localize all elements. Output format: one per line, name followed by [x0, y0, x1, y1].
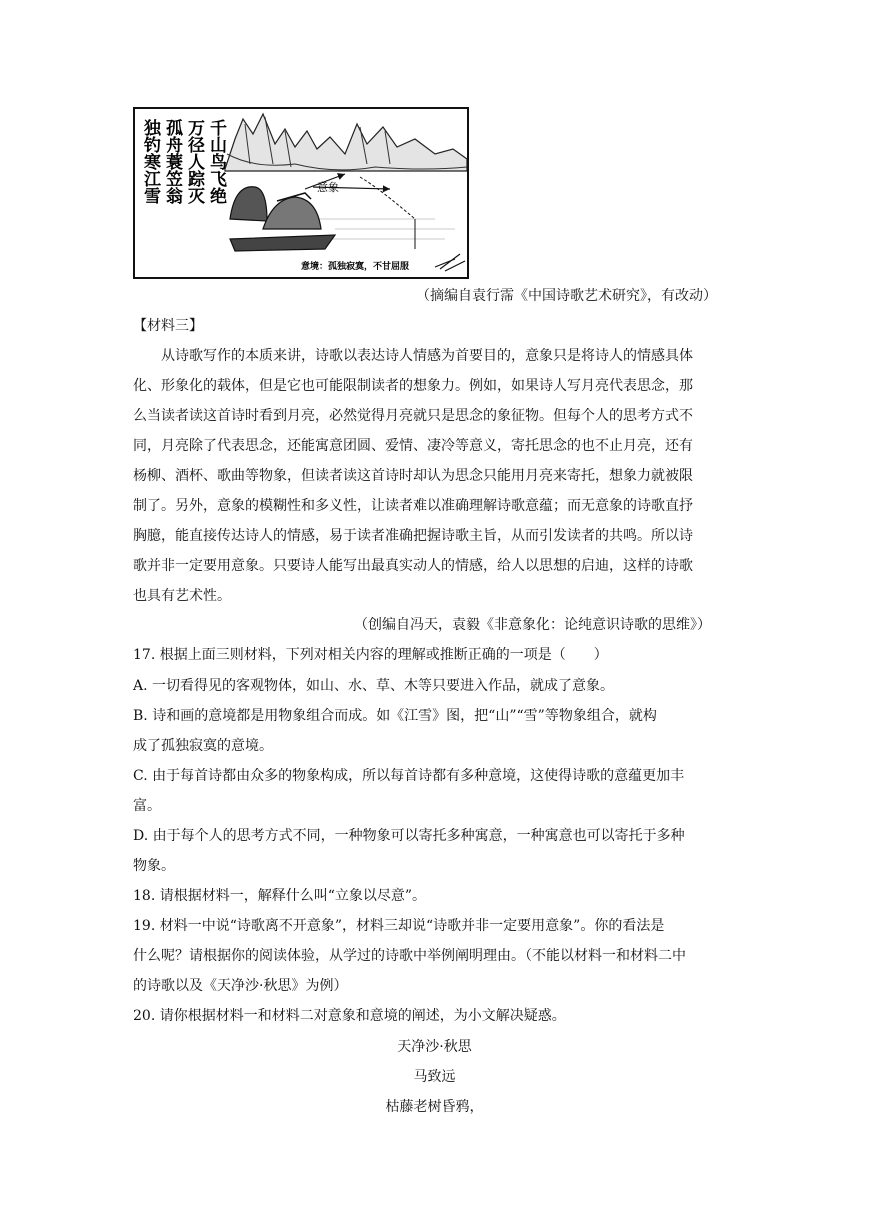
poem-column: 独钓寒江雪 [140, 119, 160, 204]
question-19-cont: 什么呢？请根据你的阅读体验，从学过的诗歌中举例阐明理由。（不能以材料一和材料二中 [133, 948, 686, 964]
yijing-caption: 意境：孤独寂寞，不甘屈服 [301, 262, 410, 272]
question-17: 17. 根据上面三则材料，下列对相关内容的理解或推断正确的一项是（ ） [133, 647, 608, 663]
poem-calligraphy [141, 119, 225, 269]
option-c-cont: 富。 [133, 798, 161, 814]
question-19-cont: 的诗歌以及《天净沙·秋思》为例） [133, 978, 348, 994]
yixiang-label: 意象 [317, 181, 339, 194]
poem-column: 万径人踪灭 [184, 119, 204, 204]
option-d: D. 由于每个人的思考方式不同，一种物象可以寄托多种寓意，一种寓意也可以寄托于多种 [133, 828, 685, 844]
material3-heading: 【材料三】 [133, 318, 203, 334]
paragraph-line: 从诗歌写作的本质来讲，诗歌以表达诗人情感为首要目的，意象只是将诗人的情感具体 [161, 348, 693, 364]
question-18: 18. 请根据材料一，解释什么叫“立象以尽意”。 [133, 888, 427, 904]
paragraph-line: 歌并非一定要用意象。只要诗人能写出最真实动人的情感，给人以思想的启迪，这样的诗歌 [133, 558, 693, 574]
paragraph-line: 胸臆，能直接传达诗人的情感，易于读者准确把握诗歌主旨，从而引发读者的共鸣。所以诗 [133, 528, 693, 544]
paragraph-line: 化、形象化的载体，但是它也可能限制读者的想象力。例如，如果诗人写月亮代表思念，那 [133, 378, 693, 394]
jiangxue-illustration [133, 107, 469, 279]
option-d-cont: 物象。 [133, 858, 175, 874]
option-b-cont: 成了孤独寂寞的意境。 [133, 738, 273, 754]
option-c: C. 由于每首诗都由众多的物象构成，所以每首诗都有多种意境，这使得诗歌的意蕴更加丰 [133, 768, 685, 784]
poem-column: 孤舟蓑笠翁 [162, 119, 182, 204]
poem-author: 马致远 [413, 1069, 456, 1085]
paragraph-line: 也具有艺术性。 [133, 588, 231, 604]
poem-title: 天净沙·秋思 [397, 1039, 472, 1055]
option-a: A. 一切看得见的客观物体，如山、水、草、木等只要进入作品，就成了意象。 [133, 678, 615, 694]
paragraph-line: 杨柳、酒杯、歌曲等物象，但读者读这首诗时却认为思念只能用月亮来寄托，想象力就被限 [133, 468, 693, 484]
poem-line: 枯藤老树昏鸦， [385, 1099, 484, 1115]
paragraph-line: 同，月亮除了代表思念，还能寓意团圆、爱情、凄冷等意义，寄托思念的也不止月亮，还有 [133, 438, 693, 454]
paragraph-line: 制了。另外，意象的模糊性和多义性，让读者难以准确理解诗歌意蕴；而无意象的诗歌直抒 [133, 498, 693, 514]
material3-source: （创编自冯天，袁毅《非意象化：论纯意识诗歌的思维》） [354, 617, 711, 633]
paragraph-line: 么当读者读这首诗时看到月亮，必然觉得月亮就只是思念的象征物。但每个人的思考方式不 [133, 408, 693, 424]
poem-column: 千山鸟飞绝 [206, 119, 226, 204]
option-b: B. 诗和画的意境都是用物象组合而成。如《江雪》图，把“山”“雪”等物象组合，就构 [133, 708, 657, 724]
figure-source: （摘编自袁行霈《中国诗歌艺术研究》，有改动） [416, 288, 717, 304]
question-20: 20. 请你根据材料一和材料二对意象和意境的阐述，为小文解决疑惑。 [133, 1008, 566, 1024]
question-19: 19. 材料一中说“诗歌离不开意象”，材料三却说“诗歌并非一定要用意象”。你的看法是 [133, 918, 665, 934]
